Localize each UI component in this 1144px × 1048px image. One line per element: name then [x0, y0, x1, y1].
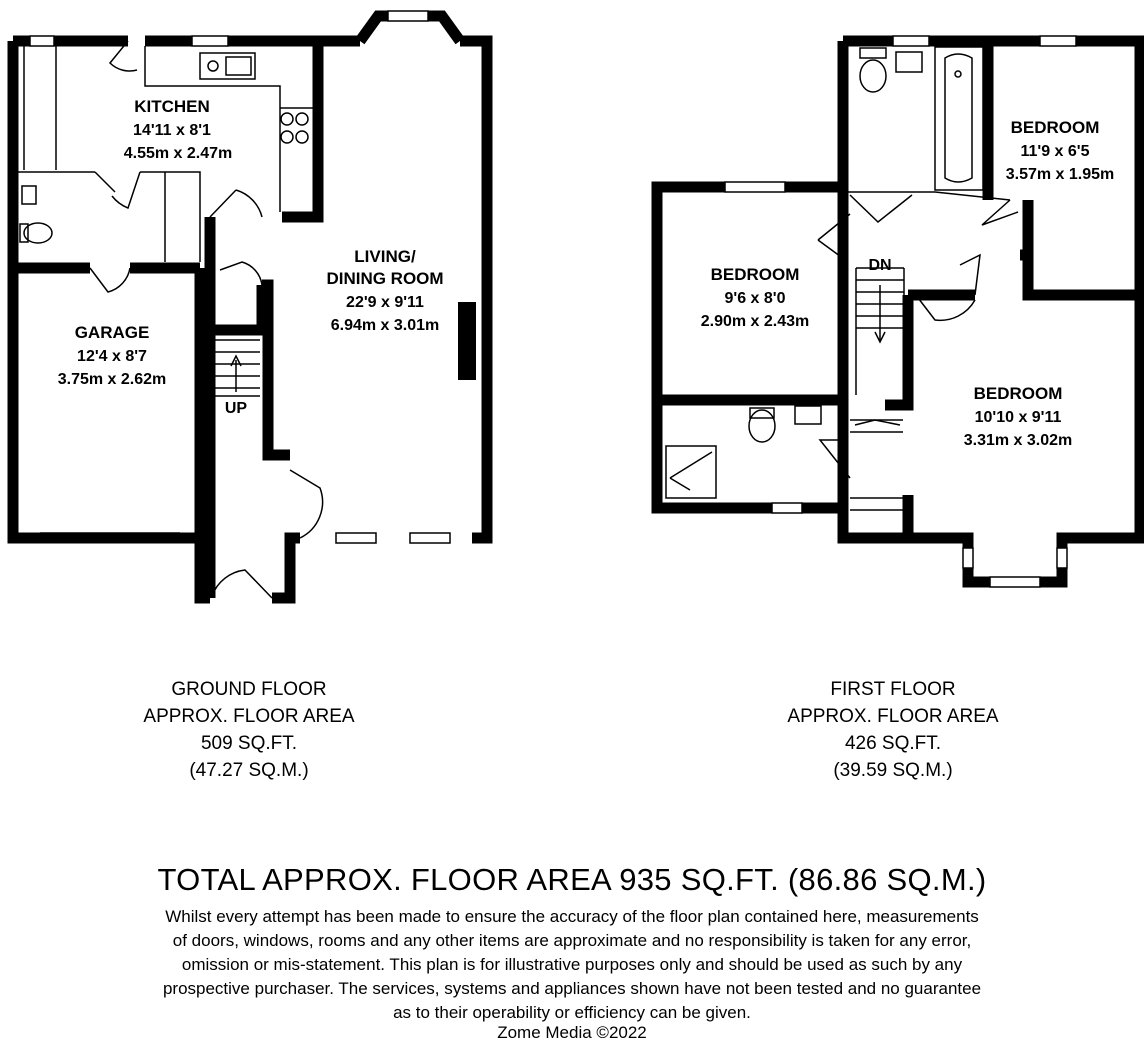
ground-floor-summary	[69, 676, 429, 784]
disclaimer	[80, 905, 1064, 1025]
room-label-garage	[58, 323, 167, 388]
garage-imperial: 12'4 x 8'7	[77, 348, 147, 365]
stairs-down-label: DN	[868, 257, 892, 274]
first-floor-title: FIRST FLOOR	[830, 679, 956, 700]
ground-floor-sqm: (47.27 SQ.M.)	[189, 760, 309, 781]
bedroom-1-imperial: 11'9 x 6'5	[1020, 143, 1090, 160]
bedroom-3-imperial: 10'10 x 9'11	[974, 409, 1062, 426]
living-name-2: DINING ROOM	[326, 269, 444, 288]
first-floor-area-label: APPROX. FLOOR AREA	[787, 706, 999, 727]
garage-metric: 3.75m x 2.62m	[57, 371, 167, 388]
first-floor-sqft: 426 SQ.FT.	[844, 733, 942, 754]
kitchen-imperial: 14'11 x 8'1	[133, 122, 211, 139]
living-name: LIVING/	[354, 247, 416, 266]
total-floor-area: TOTAL APPROX. FLOOR AREA 935 SQ.FT. (86.86 SQ.M.)	[157, 862, 987, 897]
fireplace	[458, 302, 476, 380]
bedroom-1-metric: 3.57m x 1.95m	[1005, 166, 1115, 183]
room-label-bedroom-bottom-right	[964, 384, 1073, 449]
living-imperial: 22'9 x 9'11	[346, 294, 424, 311]
garage-name: GARAGE	[74, 323, 150, 342]
disclaimer-line: Whilst every attempt has been made to ensure the accuracy of the floor plan contained here, measurements	[165, 907, 979, 926]
disclaimer-line: omission or mis-statement. This plan is for illustrative purposes only and should be used as such by any	[181, 955, 963, 974]
disclaimer-line: of doors, windows, rooms and any other items are approximate and no responsibility is taken for any error,	[172, 931, 972, 950]
bedroom-3-metric: 3.31m x 3.02m	[963, 432, 1073, 449]
stairs-up-label: UP	[224, 400, 248, 417]
ground-floor-sqft: 509 SQ.FT.	[200, 733, 298, 754]
ground-floor-title: GROUND FLOOR	[171, 679, 327, 700]
room-label-kitchen	[124, 97, 233, 162]
bedroom-2-imperial: 9'6 x 8'0	[724, 290, 786, 307]
disclaimer-line: prospective purchaser. The services, systems and appliances shown have not been tested and no guarantee	[162, 979, 982, 998]
room-label-bedroom-left	[701, 265, 810, 330]
bedroom-2-name: BEDROOM	[710, 265, 800, 284]
room-label-bedroom-top-right	[1006, 118, 1115, 183]
credit: Zome Media ©2022	[497, 1023, 647, 1042]
kitchen-name: KITCHEN	[134, 97, 210, 116]
living-metric: 6.94m x 3.01m	[330, 317, 440, 334]
ground-floor-area-label: APPROX. FLOOR AREA	[143, 706, 355, 727]
bedroom-2-metric: 2.90m x 2.43m	[700, 313, 810, 330]
kitchen-metric: 4.55m x 2.47m	[123, 145, 233, 162]
room-label-living-dining	[326, 247, 443, 334]
bedroom-3-name: BEDROOM	[973, 384, 1063, 403]
bedroom-1-name: BEDROOM	[1010, 118, 1100, 137]
disclaimer-line: as to their operability or efficiency can be given.	[393, 1003, 751, 1022]
first-floor-sqm: (39.59 SQ.M.)	[833, 760, 953, 781]
first-floor-summary	[713, 676, 1073, 784]
